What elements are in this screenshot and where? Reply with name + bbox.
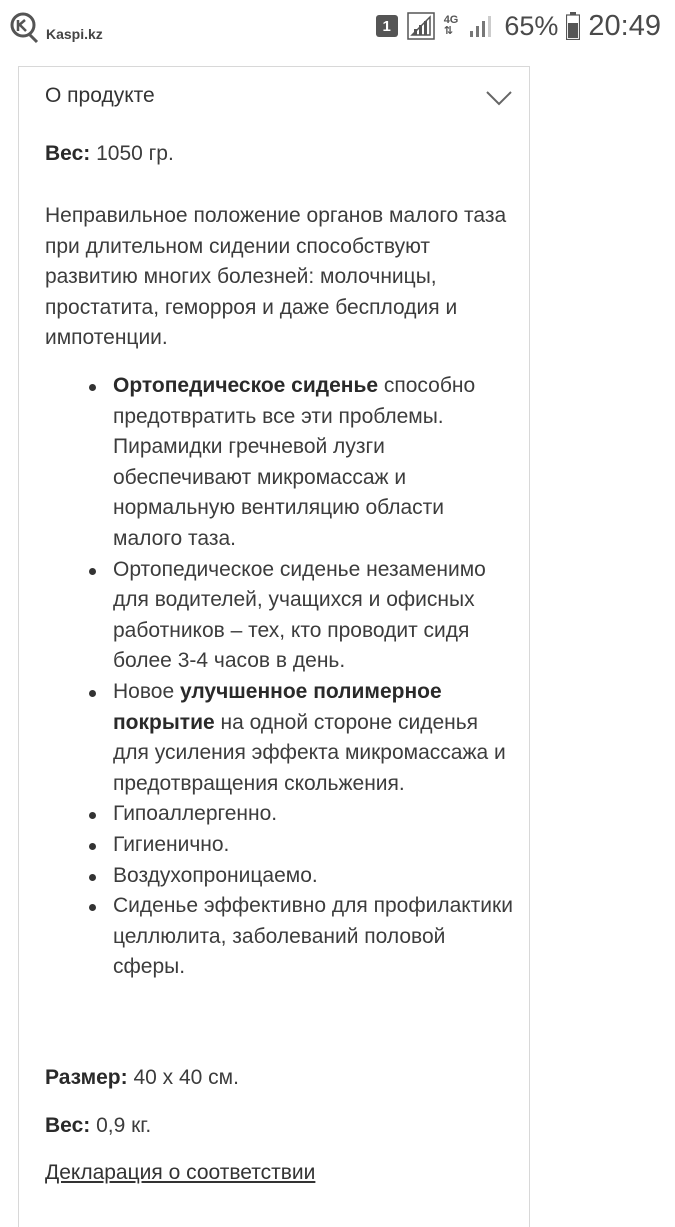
list-item [45,677,515,799]
weight-kg-value: 0,9 кг. [90,1114,152,1137]
sim-slot-badge: 1 [376,15,398,37]
status-clock: 20:49 [588,9,661,42]
signal-strength-icon [406,11,436,41]
weight-line [45,142,174,166]
battery-icon [566,12,580,40]
feature-bold: улучшенное полимерное покрытие [113,679,442,734]
section-title: О продукте [45,84,155,107]
size-label: Размер: [45,1066,128,1089]
status-bar [0,0,675,52]
list-item [45,891,515,983]
list-item [45,799,515,830]
list-item [45,555,515,677]
feature-text: способно предотвратить все эти проблемы. Пирамидки гречневой лузги обеспечивают микромассаж и нормальную вентиляцию области малого таза. [113,374,476,550]
weight-kg-label: Вес: [45,1114,91,1137]
list-item [45,861,515,892]
list-item [45,830,515,861]
feature-text: Ортопедическое сиденье незаменимо для водителей, учащихся и офисных работников – тех, кто проводит сидя более 3-4 часов в день. [113,557,486,673]
system-indicators [376,6,661,46]
list-item [45,371,515,555]
product-description-card [18,66,530,1227]
chevron-down-icon[interactable] [485,89,513,107]
notification-app-name: Kaspi.kz [46,26,103,42]
weight-value: 1050 гр. [90,142,174,165]
weight-label: Вес: [45,142,91,165]
kaspi-logo-icon [8,11,42,45]
battery-percent: 65% [504,10,559,41]
size-line [45,1066,239,1090]
weight-kg-line [45,1114,151,1138]
feature-bold: Ортопедическое сиденье [113,374,379,397]
feature-text: Новое [113,679,180,703]
feature-text: на одной стороне сиденья для усиления эффекта микромассажа и предотвращения скольжения. [113,710,506,795]
feature-list [45,371,515,983]
feature-text: Гипоаллергенно. [113,802,278,826]
feature-text: Сиденье эффективно для профилактики целлюлита, заболеваний половой сферы. [113,894,513,979]
signal-strength-2-icon [466,11,496,41]
network-type-label: 4G ⇅ [443,14,459,37]
notification-area [8,8,103,48]
intro-paragraph: Неправильное положение органов малого таза при длительном сидении способствуют развитию многих болезней: молочницы, простатита, геморроя и даже бесплодия и импотенции. [45,204,507,350]
size-value: 40 х 40 см. [127,1066,239,1089]
feature-text: Гигиенично. [113,832,230,856]
declaration-link[interactable]: Декларация о соответствии [45,1161,316,1184]
about-product-toggle[interactable] [19,67,529,127]
feature-text: Воздухопроницаемо. [113,863,318,887]
